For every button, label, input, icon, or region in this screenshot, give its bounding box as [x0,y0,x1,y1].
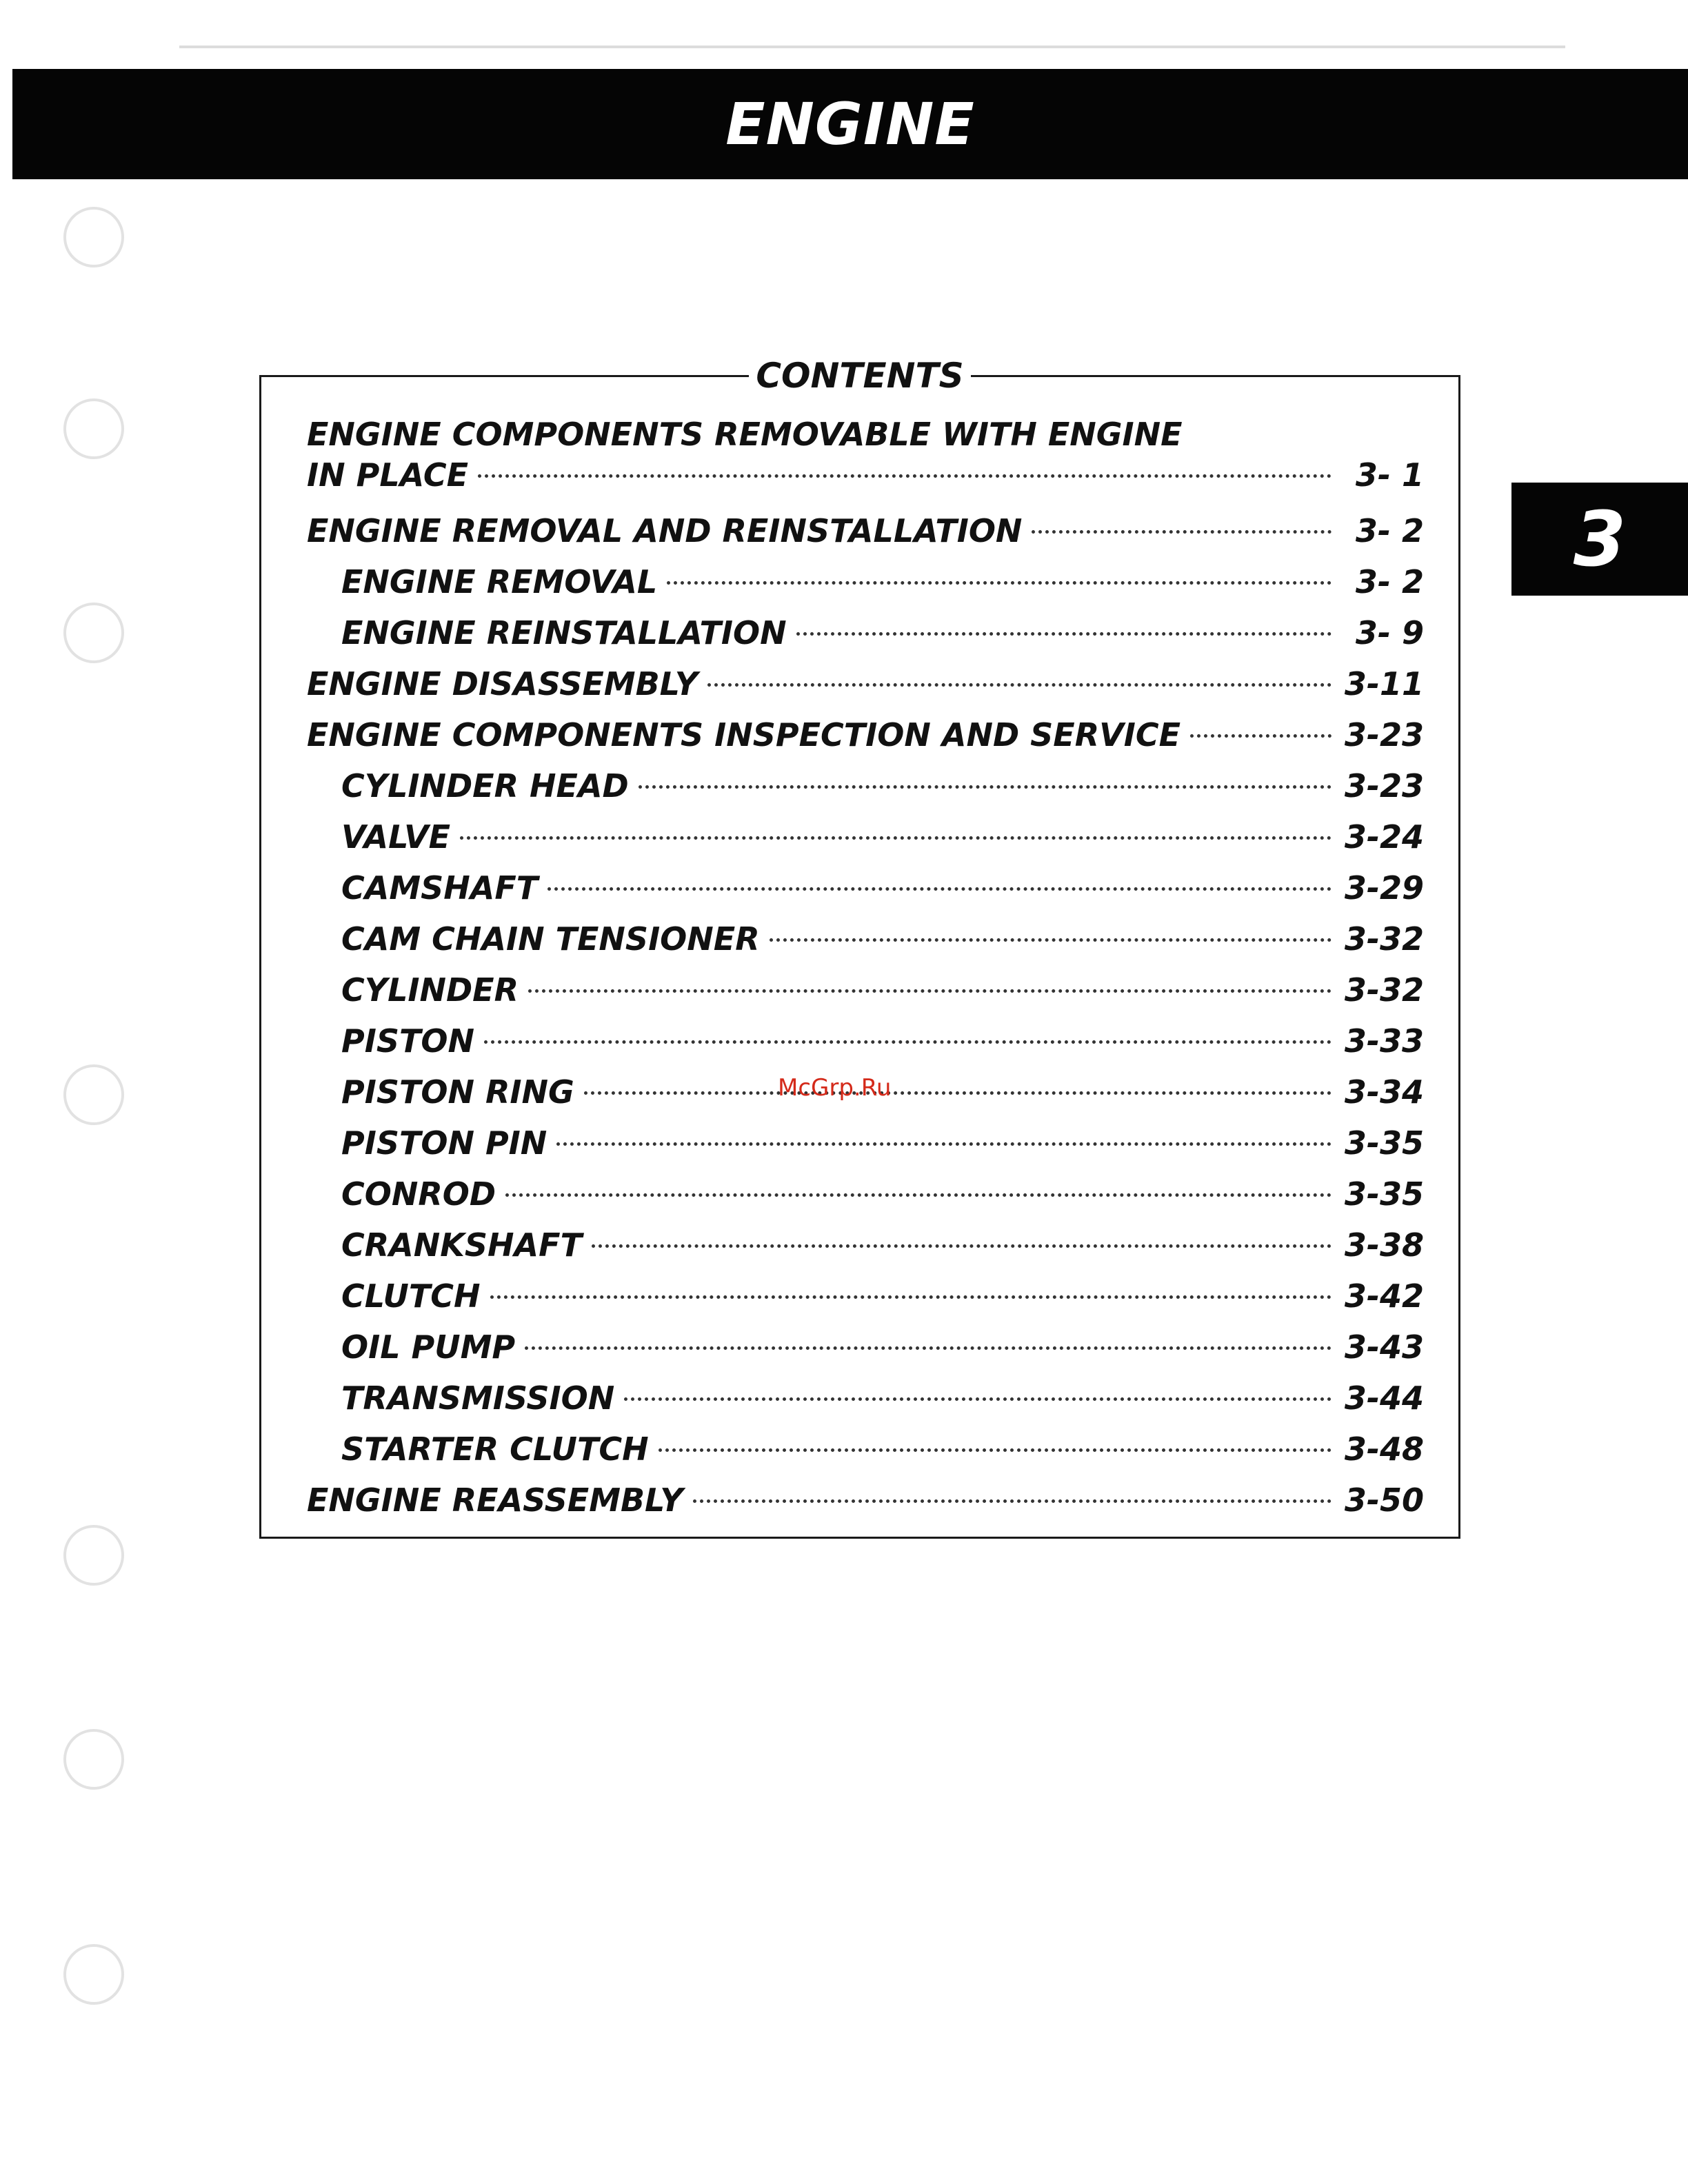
toc-entry[interactable] [307,1015,1424,1066]
toc-entry[interactable] [307,1424,1424,1475]
toc-entry-title: ENGINE DISASSEMBLY [307,665,699,702]
toc-entry-page: 3- 2 [1355,563,1424,600]
toc-entry-title: CRANKSHAFT [341,1226,582,1264]
toc-entry-title: CLUTCH [341,1277,481,1315]
leader-dots [796,632,1332,636]
table-of-contents [307,414,1424,1526]
contents-heading-text: CONTENTS [749,355,970,396]
leader-dots [478,474,1332,478]
toc-entry-title: VALVE [341,818,451,856]
toc-entry[interactable] [307,658,1424,709]
toc-entry-title: ENGINE REASSEMBLY [307,1482,683,1519]
toc-entry-page: 3-32 [1344,920,1424,958]
binder-hole [63,1525,124,1586]
leader-dots [528,989,1332,993]
toc-entry[interactable] [307,1118,1424,1169]
toc-entry-page: 3-24 [1344,818,1424,856]
toc-entry[interactable] [307,1220,1424,1271]
leader-dots [639,785,1332,789]
toc-entry-title: CONROD [341,1175,496,1213]
toc-entry-title: CYLINDER HEAD [341,767,629,805]
toc-entry-page: 3-35 [1344,1175,1424,1213]
contents-heading [261,355,1458,396]
watermark-text: McGrp.Ru [778,1074,892,1102]
binder-hole [63,207,124,267]
toc-entry[interactable] [307,811,1424,862]
binder-hole [63,603,124,663]
leader-dots [547,887,1332,891]
toc-entry[interactable] [307,964,1424,1015]
toc-entry-page: 3-43 [1344,1328,1424,1366]
leader-dots [1190,734,1332,738]
toc-entry[interactable] [307,607,1424,658]
toc-entry-page: 3-48 [1344,1430,1424,1468]
toc-entry-title: ENGINE REMOVAL AND REINSTALLATION [307,512,1023,549]
toc-entry-page: 3-29 [1344,869,1424,907]
toc-entry-page: 3-33 [1344,1022,1424,1060]
section-header-bar [12,69,1688,179]
toc-entry[interactable] [307,454,1424,496]
toc-entry[interactable] [307,1271,1424,1322]
toc-entry-page: 3-23 [1344,767,1424,805]
leader-dots [525,1346,1332,1350]
top-rule [179,46,1565,48]
toc-entry-page: 3- 9 [1355,614,1424,651]
chapter-tab [1511,483,1688,596]
binder-hole [63,1064,124,1125]
toc-entry-title: TRANSMISSION [341,1379,615,1417]
toc-entry-title: IN PLACE [307,456,469,494]
leader-dots [490,1295,1332,1299]
toc-entry[interactable] [307,1373,1424,1424]
toc-entry-page: 3-35 [1344,1124,1424,1162]
toc-entry[interactable] [307,709,1424,760]
leader-dots [707,683,1332,687]
toc-entry[interactable] [307,913,1424,964]
leader-dots [770,938,1332,942]
leader-dots [556,1142,1332,1146]
binder-hole [63,1729,124,1790]
leader-dots [584,1091,1332,1095]
toc-entry-page: 3-44 [1344,1379,1424,1417]
toc-entry[interactable] [307,862,1424,913]
toc-entry[interactable] [307,1475,1424,1526]
toc-entry-page: 3-42 [1344,1277,1424,1315]
toc-entry-title: PISTON PIN [341,1124,547,1162]
section-title: ENGINE [725,90,975,158]
toc-entry-page: 3-50 [1344,1482,1424,1519]
toc-entry-page: 3-11 [1344,665,1424,702]
leader-dots [460,836,1332,840]
toc-entry-page: 3-32 [1344,971,1424,1009]
toc-entry-title: ENGINE REMOVAL [341,563,658,600]
binder-hole [63,1944,124,2005]
toc-entry-title: ENGINE COMPONENTS INSPECTION AND SERVICE [307,716,1181,754]
toc-entry[interactable] [307,505,1424,556]
toc-entry[interactable] [307,556,1424,607]
toc-entry-title: STARTER CLUTCH [341,1430,649,1468]
toc-entry[interactable] [307,1169,1424,1220]
toc-entry-title: CAM CHAIN TENSIONER [341,920,760,958]
toc-entry-title: PISTON RING [341,1073,574,1111]
leader-dots [667,581,1332,585]
leader-dots [484,1040,1332,1044]
toc-entry-page: 3-34 [1344,1073,1424,1111]
toc-entry-title: PISTON [341,1022,474,1060]
leader-dots [693,1499,1332,1503]
toc-entry-title: OIL PUMP [341,1328,516,1366]
toc-entry-title: CAMSHAFT [341,869,539,907]
toc-entry-page: 3- 1 [1355,456,1424,494]
leader-dots [624,1397,1332,1401]
leader-dots [505,1193,1332,1197]
toc-entry[interactable] [307,760,1424,811]
toc-entry[interactable] [307,1322,1424,1373]
toc-entry-page: 3-23 [1344,716,1424,754]
toc-entry-page: 3-38 [1344,1226,1424,1264]
leader-dots [592,1244,1332,1248]
leader-dots [659,1448,1332,1452]
chapter-number: 3 [1573,495,1627,583]
contents-box [259,356,1460,1539]
binder-hole [63,398,124,459]
toc-entry-title: CYLINDER [341,971,519,1009]
toc-entry-title: ENGINE REINSTALLATION [341,614,787,651]
toc-entry-title[interactable]: ENGINE COMPONENTS REMOVABLE WITH ENGINE [307,416,1183,453]
toc-entry-page: 3- 2 [1355,512,1424,549]
leader-dots [1032,530,1332,534]
